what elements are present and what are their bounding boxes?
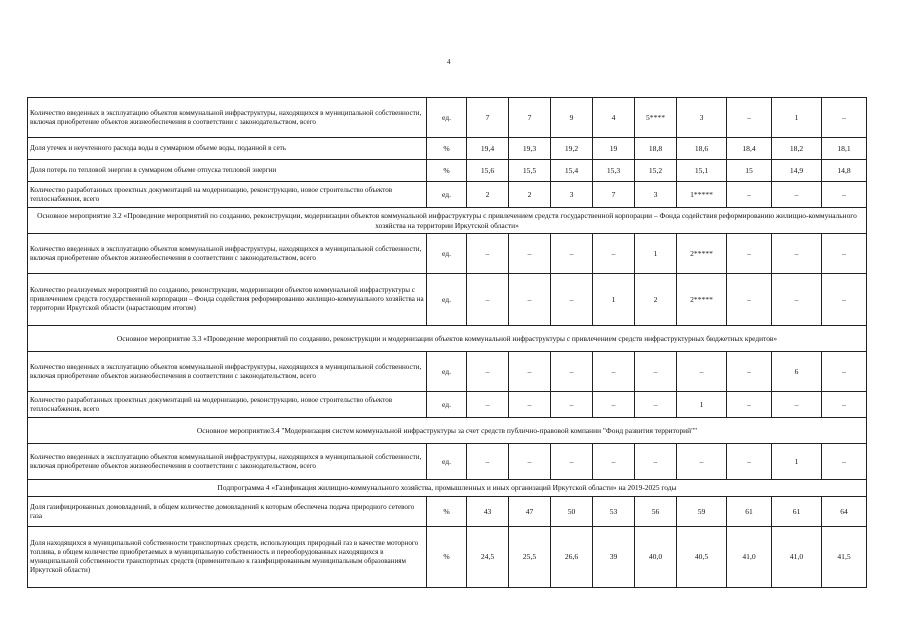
indicator-name: Количество введенных в эксплуатацию объектов коммунальной инфраструктуры, находящихся в муниципальной собственности, включая приобретение объектов жизнеобеспечения в соответствии с законодательством, всего [28, 444, 427, 480]
table-row [28, 352, 867, 392]
indicator-value: 9 [551, 98, 593, 138]
indicator-value: 2***** [677, 274, 727, 326]
table-row [28, 392, 867, 418]
indicator-value: 39 [593, 527, 635, 588]
indicator-value: 7 [467, 98, 509, 138]
indicator-unit: % [427, 497, 467, 527]
indicator-value: 59 [677, 497, 727, 527]
table-row [28, 274, 867, 326]
indicator-value: 1 [635, 234, 677, 274]
indicator-value: 14,8 [822, 160, 867, 182]
indicator-value: – [467, 392, 509, 418]
indicator-value: – [772, 234, 822, 274]
indicator-value: 18,4 [727, 138, 772, 160]
indicator-value: 41,0 [772, 527, 822, 588]
indicator-value: 47 [509, 497, 551, 527]
indicators-table [27, 97, 867, 588]
table-row [28, 160, 867, 182]
indicator-value: 56 [635, 497, 677, 527]
indicator-value: 19,3 [509, 138, 551, 160]
indicator-value: 50 [551, 497, 593, 527]
indicator-value: 3 [635, 182, 677, 208]
indicator-value: – [727, 392, 772, 418]
indicator-value: – [727, 182, 772, 208]
table-row [28, 98, 867, 138]
indicator-value: – [509, 392, 551, 418]
indicator-value: 3 [677, 98, 727, 138]
indicator-value: 15,3 [593, 160, 635, 182]
indicator-value: 25,5 [509, 527, 551, 588]
table-row [28, 527, 867, 588]
indicator-name: Количество введенных в эксплуатацию объектов коммунальной инфраструктуры, находящихся в муниципальной собственности, включая приобретение объектов жизнеобеспечения в соответствии с законодательством, всего [28, 352, 427, 392]
table-row [28, 444, 867, 480]
table-body [28, 98, 867, 588]
indicator-value: 40,5 [677, 527, 727, 588]
indicator-value: – [593, 234, 635, 274]
indicator-value: – [822, 352, 867, 392]
indicator-value: 24,5 [467, 527, 509, 588]
indicator-value: – [772, 274, 822, 326]
indicator-value: – [593, 352, 635, 392]
indicator-value: 41,5 [822, 527, 867, 588]
indicator-name: Доля утечек и неучтенного расхода воды в суммарном объеме воды, поданной в сеть [28, 138, 427, 160]
indicator-value: – [822, 392, 867, 418]
indicator-value: – [727, 234, 772, 274]
indicator-name: Количество реализуемых мероприятий по созданию, реконструкции, модернизации объектов коммунальной инфраструктуры с привлечением средств государственной корпорации – Фонда содействия реформированию жилищно-коммунального хозяйства на территории Иркутской области (нарастающим итогом) [28, 274, 427, 326]
section-header-row [28, 480, 867, 497]
section-header-row [28, 208, 867, 234]
indicator-value: – [727, 274, 772, 326]
indicator-value: 5**** [635, 98, 677, 138]
indicator-value: 15 [727, 160, 772, 182]
table-row [28, 234, 867, 274]
table-row [28, 182, 867, 208]
indicator-value: – [635, 444, 677, 480]
indicator-unit: ед. [427, 392, 467, 418]
indicator-unit: ед. [427, 182, 467, 208]
indicator-value: 2 [509, 182, 551, 208]
indicator-name: Количество разработанных проектных документаций на модернизацию, реконструкцию, новое строительство объектов теплоснабжения, всего [28, 182, 427, 208]
indicator-unit: % [427, 138, 467, 160]
indicator-name: Количество введенных в эксплуатацию объектов коммунальной инфраструктуры, находящихся в муниципальной собственности, включая приобретение объектов жизнеобеспечения в соответствии с законодательством, всего [28, 234, 427, 274]
indicator-value: – [822, 182, 867, 208]
indicator-value: 15,4 [551, 160, 593, 182]
indicator-value: 18,2 [772, 138, 822, 160]
indicator-value: 2***** [677, 234, 727, 274]
section-title: Основное мероприятие 3.2 «Проведение мероприятий по созданию, реконструкции, модернизации объектов коммунальной инфраструктуры с привлечением средств государственной корпорации – Фонда содействия реформированию жилищно-коммунального хозяйства на территории Иркутской области» [28, 208, 867, 234]
table-row [28, 138, 867, 160]
indicator-value: 19,4 [467, 138, 509, 160]
indicator-value: – [727, 352, 772, 392]
indicator-value: 18,8 [635, 138, 677, 160]
indicator-value: – [822, 274, 867, 326]
indicator-name: Доля потерь по тепловой энергии в суммарном объеме отпуска тепловой энергии [28, 160, 427, 182]
indicator-value: 18,1 [822, 138, 867, 160]
indicator-value: – [593, 444, 635, 480]
indicator-value: – [727, 98, 772, 138]
indicator-value: – [467, 444, 509, 480]
indicator-value: 26,6 [551, 527, 593, 588]
indicator-unit: ед. [427, 98, 467, 138]
indicator-value: 15,1 [677, 160, 727, 182]
indicator-value: – [551, 444, 593, 480]
indicator-value: 1***** [677, 182, 727, 208]
indicator-value: – [772, 182, 822, 208]
indicator-value: – [551, 274, 593, 326]
indicator-value: 15,6 [467, 160, 509, 182]
indicator-value: 53 [593, 497, 635, 527]
indicator-value: 19,2 [551, 138, 593, 160]
indicator-value: 61 [772, 497, 822, 527]
table-row [28, 497, 867, 527]
indicator-value: 15,5 [509, 160, 551, 182]
indicator-value: 6 [772, 352, 822, 392]
section-title: Основное мероприятие3.4 "Модернизация систем коммунальной инфраструктуры за счет средств публично-правовой компании "Фонд развития территорий"" [28, 418, 867, 444]
indicator-value: 64 [822, 497, 867, 527]
indicator-unit: ед. [427, 352, 467, 392]
indicator-value: – [467, 234, 509, 274]
indicator-value: – [677, 444, 727, 480]
indicator-value: – [551, 392, 593, 418]
indicator-value: – [822, 234, 867, 274]
indicator-value: – [677, 352, 727, 392]
indicator-value: – [509, 352, 551, 392]
indicator-value: 61 [727, 497, 772, 527]
indicator-unit: % [427, 527, 467, 588]
indicator-value: 1 [677, 392, 727, 418]
indicator-value: – [509, 444, 551, 480]
section-header-row [28, 326, 867, 352]
indicator-value: 40,0 [635, 527, 677, 588]
indicator-value: – [772, 392, 822, 418]
indicator-value: – [727, 444, 772, 480]
indicator-value: – [467, 274, 509, 326]
indicator-value: 2 [635, 274, 677, 326]
indicator-value: 7 [509, 98, 551, 138]
indicator-value: – [551, 234, 593, 274]
indicator-unit: ед. [427, 274, 467, 326]
indicator-value: 1 [772, 98, 822, 138]
section-title: Подпрограмма 4 «Газификация жилищно-коммунального хозяйства, промышленных и иных организаций Иркутской области» на 2019-2025 годы [28, 480, 867, 497]
indicator-name: Количество разработанных проектных документаций на модернизацию, реконструкцию, новое строительство объектов теплоснабжения, всего [28, 392, 427, 418]
indicator-name: Количество введенных в эксплуатацию объектов коммунальной инфраструктуры, находящихся в муниципальной собственности, включая приобретение объектов жизнеобеспечения в соответствии с законодательством, всего [28, 98, 427, 138]
indicator-value: 1 [593, 274, 635, 326]
indicator-value: 14,9 [772, 160, 822, 182]
indicator-value: 4 [593, 98, 635, 138]
indicator-unit: ед. [427, 234, 467, 274]
indicator-value: – [467, 352, 509, 392]
indicator-value: – [822, 98, 867, 138]
indicator-value: – [509, 274, 551, 326]
indicator-value: – [509, 234, 551, 274]
indicator-value: 3 [551, 182, 593, 208]
indicator-value: 15,2 [635, 160, 677, 182]
indicator-value: – [822, 444, 867, 480]
indicator-value: – [635, 392, 677, 418]
indicator-name: Доля находящихся в муниципальной собственности транспортных средств, использующих природный газ в качестве моторного топлива, в общем количестве приобретаемых в муниципальную собственность и переоборудованных находящихся в муниципальной собственности транспортных средств (применительно к газифицированным муниципальным образованиям Иркутской области) [28, 527, 427, 588]
indicator-value: 19 [593, 138, 635, 160]
indicator-value: 2 [467, 182, 509, 208]
indicator-value: 41,0 [727, 527, 772, 588]
indicator-name: Доля газифицированных домовладений, в общем количестве домовладений к которым обеспечена подача природного сетевого газа [28, 497, 427, 527]
section-header-row [28, 418, 867, 444]
indicator-value: – [593, 392, 635, 418]
indicator-value: 7 [593, 182, 635, 208]
indicator-value: 18,6 [677, 138, 727, 160]
page-number: 4 [447, 58, 451, 66]
indicator-value: 1 [772, 444, 822, 480]
indicator-unit: ед. [427, 444, 467, 480]
section-title: Основное мероприятие 3.3 «Проведение мероприятий по созданию, реконструкции и модернизации объектов коммунальной инфраструктуры с привлечением средств инфраструктурных бюджетных кредитов» [28, 326, 867, 352]
indicator-unit: % [427, 160, 467, 182]
indicator-value: – [551, 352, 593, 392]
indicator-value: 43 [467, 497, 509, 527]
indicator-value: – [635, 352, 677, 392]
